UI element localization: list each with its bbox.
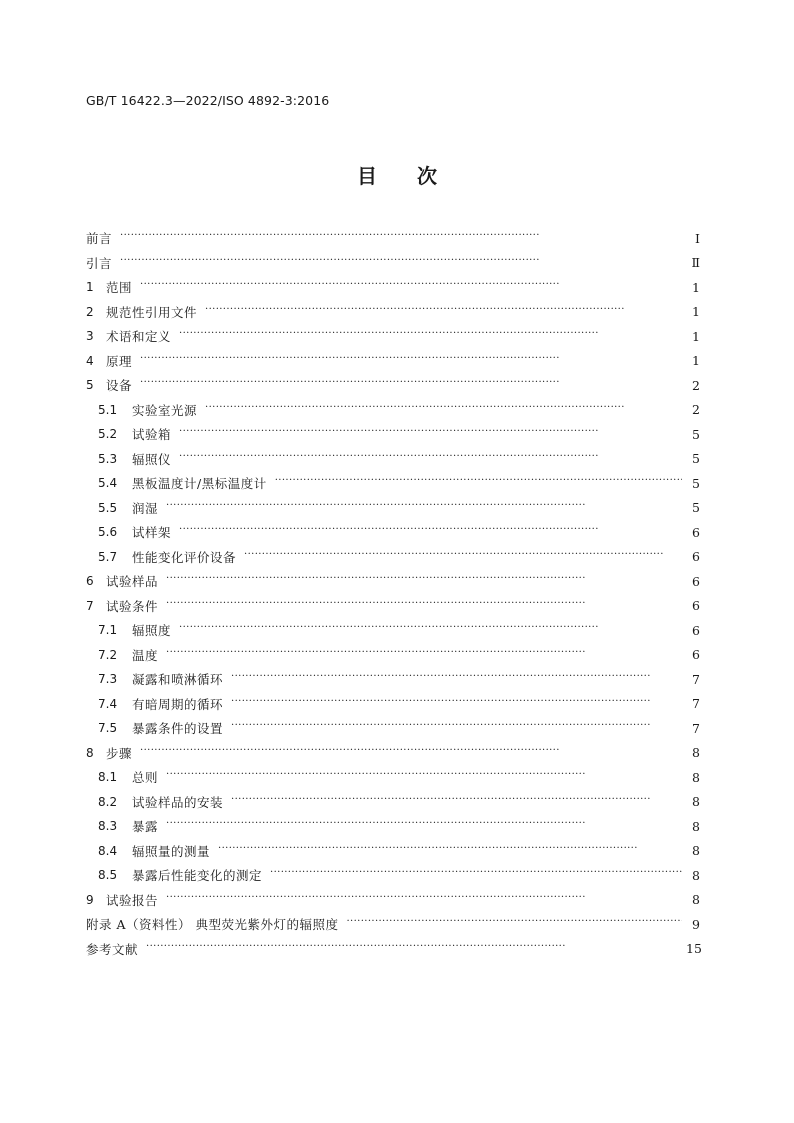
toc-entry[interactable]: [86, 496, 700, 521]
toc-entry-label: 试验样品: [106, 574, 159, 590]
toc-entry-number: 5.6: [98, 525, 118, 540]
toc-leader-dots: [166, 648, 682, 662]
toc-leader-dots: [231, 672, 682, 686]
toc-entry[interactable]: [86, 937, 700, 962]
toc-entry-label: 原理: [106, 353, 133, 369]
toc-entry-number: 5.1: [98, 402, 118, 417]
toc-entry-number: 7.5: [98, 721, 118, 736]
toc-entry-label: 暴露条件的设置: [132, 721, 224, 737]
toc-leader-dots: [205, 305, 682, 319]
toc-leader-dots: [179, 452, 682, 466]
toc-entry[interactable]: [86, 349, 700, 374]
toc-entry-page: 8: [692, 867, 700, 883]
toc-entry[interactable]: [86, 716, 700, 741]
toc-entry-page: 8: [692, 769, 700, 785]
toc-entry[interactable]: [86, 275, 700, 300]
toc-entry-number: 9: [86, 892, 94, 907]
toc-entry-label: 辐照量的测量: [132, 843, 211, 859]
toc-entry-page: 1: [692, 304, 700, 320]
toc-entry-page: 1: [692, 279, 700, 295]
toc-entry[interactable]: [86, 618, 700, 643]
toc-entry-number: 5.7: [98, 549, 118, 564]
toc-entry-number: 8.2: [98, 794, 118, 809]
toc-entry-number: 5.4: [98, 476, 118, 491]
toc-entry-page: 8: [692, 794, 700, 810]
toc-entry[interactable]: [86, 594, 700, 619]
toc-leader-dots: [231, 721, 682, 735]
toc-entry-label: 凝露和喷淋循环: [132, 672, 224, 688]
toc-entry-number: 5.3: [98, 451, 118, 466]
toc-leader-dots: [275, 476, 682, 490]
toc-entry-page: 7: [692, 671, 700, 687]
toc-entry-label: 暴露: [132, 819, 159, 835]
toc-entry[interactable]: [86, 912, 700, 937]
toc-entry-page: 8: [692, 892, 700, 908]
toc-entry-page: 8: [692, 818, 700, 834]
toc-leader-dots: [166, 599, 682, 613]
toc-leader-dots: [166, 501, 682, 515]
toc-entry-number: 1: [86, 280, 94, 295]
toc-entry[interactable]: [86, 667, 700, 692]
toc-entry-label: 温度: [132, 647, 159, 663]
toc-leader-dots: [166, 770, 682, 784]
toc-entry-page: 15: [686, 941, 702, 957]
toc-entry[interactable]: [86, 520, 700, 545]
toc-leader-dots: [231, 697, 682, 711]
toc-leader-dots: [120, 256, 682, 270]
toc-entry-page: 5: [692, 451, 700, 467]
toc-entry-number: 5: [86, 378, 94, 393]
toc-entry-label: 黑板温度计/黑标温度计: [132, 476, 267, 492]
toc-leader-dots: [231, 795, 682, 809]
toc-leader-dots: [179, 427, 682, 441]
toc-entry[interactable]: [86, 765, 700, 790]
toc-entry[interactable]: [86, 251, 700, 276]
toc-leader-dots: [140, 378, 682, 392]
toc-leader-dots: [146, 942, 682, 956]
toc-entry-page: 6: [692, 647, 700, 663]
toc-leader-dots: [270, 868, 682, 882]
toc-entry-number: 5.2: [98, 427, 118, 442]
toc-entry[interactable]: [86, 447, 700, 472]
toc-entry-page: 6: [692, 622, 700, 638]
toc-entry[interactable]: [86, 888, 700, 913]
page-title: [0, 160, 794, 189]
toc-entry-page: 8: [692, 745, 700, 761]
toc-leader-dots: [179, 329, 682, 343]
toc-leader-dots: [166, 893, 682, 907]
toc-entry-number: 5.5: [98, 500, 118, 515]
toc-entry-page: 6: [692, 549, 700, 565]
toc-leader-dots: [166, 574, 682, 588]
toc-entry-label: 性能变化评价设备: [132, 549, 237, 565]
toc-entry-label: 试样架: [132, 525, 172, 541]
toc-entry[interactable]: [86, 692, 700, 717]
toc-entry-label: 步骤: [106, 745, 133, 761]
toc-entry-label: 试验条件: [106, 598, 159, 614]
toc-leader-dots: [244, 550, 682, 564]
toc-entry[interactable]: [86, 863, 700, 888]
toc-entry-label: 实验室光源: [132, 402, 198, 418]
toc-entry-page: Ⅰ: [695, 230, 700, 246]
toc-entry[interactable]: [86, 643, 700, 668]
toc-entry-page: Ⅱ: [691, 255, 700, 271]
toc-entry-page: 1: [692, 353, 700, 369]
toc-entry[interactable]: [86, 471, 700, 496]
toc-entry-label: 范围: [106, 280, 133, 296]
toc-entry-number: 7.2: [98, 647, 118, 662]
toc-entry-number: 8.4: [98, 843, 118, 858]
toc-entry-number: 3: [86, 329, 94, 344]
toc-entry-number: 2: [86, 304, 94, 319]
toc-entry-number: 6: [86, 574, 94, 589]
toc-entry-page: 7: [692, 696, 700, 712]
toc-entry-number: 8.5: [98, 868, 118, 883]
title-char-1: 目: [357, 164, 377, 188]
toc-entry-number: 8.3: [98, 819, 118, 834]
toc-entry-number: 4: [86, 353, 94, 368]
toc-entry-number: 7.3: [98, 672, 118, 687]
toc-entry-label: 前言: [86, 231, 113, 247]
toc-entry-label: 辐照度: [132, 623, 172, 639]
toc-entry-page: 9: [692, 916, 700, 932]
toc-entry[interactable]: [86, 569, 700, 594]
toc-leader-dots: [346, 917, 682, 931]
toc-entry[interactable]: [86, 300, 700, 325]
toc-entry-label: 润湿: [132, 500, 159, 516]
toc-entry-label: 试验报告: [106, 892, 159, 908]
toc-entry[interactable]: [86, 839, 700, 864]
toc-entry-page: 2: [692, 402, 700, 418]
toc-entry-label: 总则: [132, 770, 159, 786]
toc-entry-page: 2: [692, 377, 700, 393]
toc-leader-dots: [140, 746, 682, 760]
toc-entry-page: 6: [692, 598, 700, 614]
toc-leader-dots: [140, 280, 682, 294]
toc-leader-dots: [218, 844, 682, 858]
toc-leader-dots: [205, 403, 682, 417]
toc-entry[interactable]: [86, 790, 700, 815]
toc-leader-dots: [120, 231, 682, 245]
toc-entry[interactable]: [86, 422, 700, 447]
toc-entry-label: 术语和定义: [106, 329, 172, 345]
toc-entry-label: 辐照仪: [132, 451, 172, 467]
toc-entry[interactable]: [86, 324, 700, 349]
toc-entry[interactable]: [86, 545, 700, 570]
toc-entry-label: 试验箱: [132, 427, 172, 443]
toc-leader-dots: [140, 354, 682, 368]
standard-code: GB/T 16422.3—2022/ISO 4892-3:2016: [86, 93, 330, 108]
toc-entry-number: 7.4: [98, 696, 118, 711]
toc-entry[interactable]: [86, 373, 700, 398]
table-of-contents: [86, 226, 700, 961]
toc-leader-dots: [179, 623, 682, 637]
title-char-2: 次: [417, 164, 437, 188]
toc-entry[interactable]: [86, 814, 700, 839]
toc-entry-page: 1: [692, 328, 700, 344]
toc-entry-page: 5: [692, 426, 700, 442]
toc-entry-number: 7.1: [98, 623, 118, 638]
toc-entry-page: 7: [692, 720, 700, 736]
toc-entry-page: 6: [692, 524, 700, 540]
toc-entry-page: 6: [692, 573, 700, 589]
toc-entry[interactable]: [86, 398, 700, 423]
toc-entry-page: 8: [692, 843, 700, 859]
toc-entry-page: 5: [692, 500, 700, 516]
toc-entry[interactable]: [86, 226, 700, 251]
toc-leader-dots: [166, 819, 682, 833]
toc-entry-number: 7: [86, 598, 94, 613]
toc-entry-label: 引言: [86, 255, 113, 271]
toc-entry-number: 8.1: [98, 770, 118, 785]
toc-entry-label: 设备: [106, 378, 133, 394]
toc-entry-label: 附录 A（资料性） 典型荧光紫外灯的辐照度: [86, 917, 339, 933]
toc-entry-label: 规范性引用文件: [106, 304, 198, 320]
toc-entry-label: 暴露后性能变化的测定: [132, 868, 263, 884]
toc-entry-page: 5: [692, 475, 700, 491]
toc-leader-dots: [179, 525, 682, 539]
toc-entry[interactable]: [86, 741, 700, 766]
toc-entry-number: 8: [86, 745, 94, 760]
toc-entry-label: 有暗周期的循环: [132, 696, 224, 712]
toc-entry-label: 参考文献: [86, 941, 139, 957]
toc-entry-label: 试验样品的安装: [132, 794, 224, 810]
